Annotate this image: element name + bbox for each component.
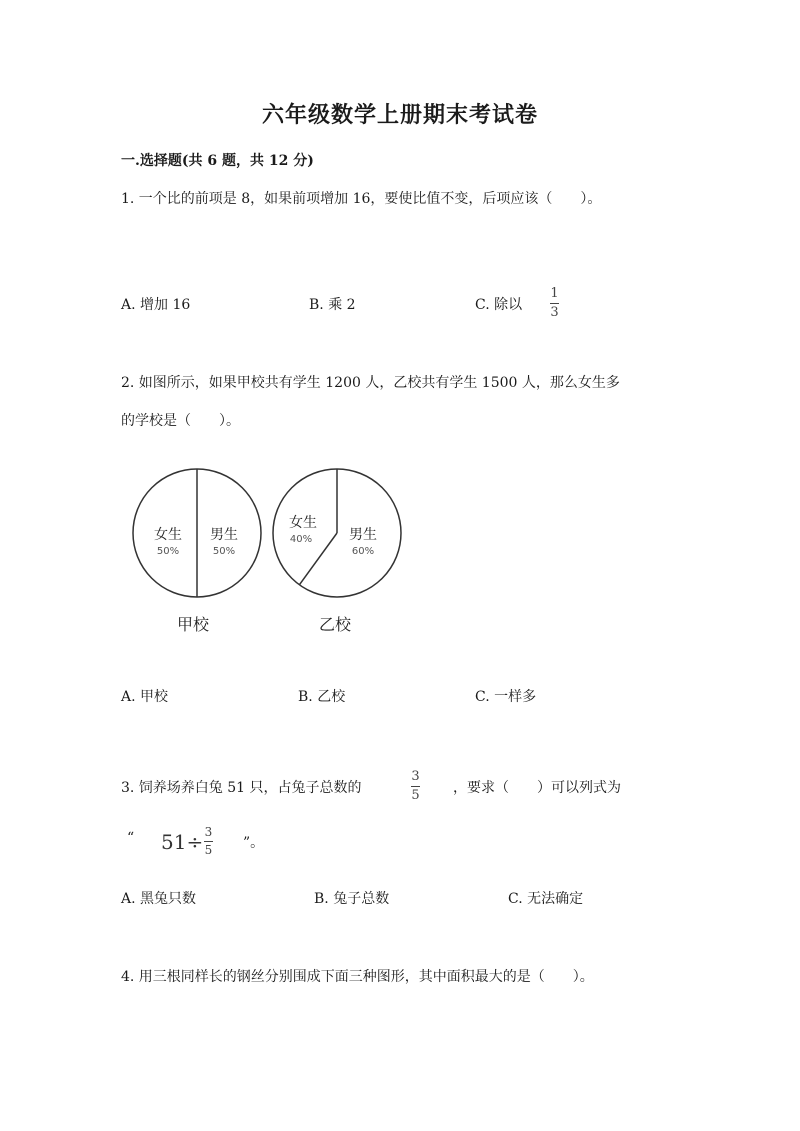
pie-jia-boys-pct: 50%	[212, 546, 236, 557]
fraction-denominator: 3	[550, 305, 559, 321]
q2-option-c[interactable]: C. 一样多	[475, 689, 537, 705]
pie-yi-boys-pct: 60%	[351, 546, 375, 557]
pie-yi-girls-label: 女生	[289, 515, 317, 531]
q1-option-c-label: C. 除以	[475, 297, 523, 313]
q3-expression-fraction	[204, 826, 213, 857]
question-2-line1: 2. 如图所示，如果甲校共有学生 1200 人，乙校共有学生 1500 人，那么女生多	[121, 375, 620, 391]
exam-title: 六年级数学上册期末考试卷	[261, 102, 538, 128]
q1-option-b[interactable]: B. 乘 2	[309, 297, 356, 313]
fraction-numerator: 3	[411, 769, 420, 784]
q2-option-a[interactable]: A. 甲校	[121, 689, 169, 705]
q3-expression: 51÷	[161, 830, 204, 854]
fraction-denominator: 5	[411, 788, 420, 804]
q3-option-c[interactable]: C. 无法确定	[508, 891, 584, 907]
pie-jia-boys-label: 男生	[210, 527, 238, 543]
pie-jia-girls-pct: 50%	[156, 546, 180, 557]
q1-option-c-fraction	[550, 287, 559, 321]
q3-fraction	[411, 770, 420, 804]
question-3-text-after: ，要求（ ）可以列式为	[453, 780, 621, 796]
q2-option-b[interactable]: B. 乙校	[298, 689, 346, 705]
pie-yi-school-label: 乙校	[318, 615, 352, 634]
q1-option-c[interactable]	[475, 294, 522, 314]
question-4-text: 4. 用三根同样长的钢丝分别围成下面三种图形，其中面积最大的是（ ）。	[121, 969, 594, 985]
q3-option-b[interactable]: B. 兔子总数	[314, 891, 390, 907]
pie-charts-figure	[125, 465, 415, 645]
question-3-text-before: 3. 饲养场养白兔 51 只，占兔子总数的	[121, 780, 362, 796]
q3-option-a[interactable]: A. 黑兔只数	[121, 891, 197, 907]
fraction-numerator: 3	[204, 825, 213, 839]
pie-jia-girls-label: 女生	[154, 527, 182, 543]
pie-yi-boys-label: 男生	[349, 527, 377, 543]
question-1-text: 1. 一个比的前项是 8，如果前项增加 16，要使比值不变，后项应该（ ）。	[121, 191, 602, 207]
question-2-line2: 的学校是（ ）。	[121, 413, 240, 429]
pie-jia-school-label: 甲校	[176, 615, 210, 634]
fraction-bar	[204, 841, 213, 842]
fraction-bar	[411, 786, 420, 787]
section-heading: 一.选择题(共 6 题，共 12 分)	[121, 153, 314, 169]
fraction-bar	[550, 303, 559, 304]
fraction-denominator: 5	[204, 843, 213, 858]
fraction-numerator: 1	[550, 286, 559, 301]
q3-close-quote: ”。	[243, 835, 265, 851]
q3-open-quote: “	[127, 830, 135, 846]
pie-yi-girls-pct: 40%	[289, 534, 313, 545]
q1-option-a[interactable]: A. 增加 16	[121, 297, 191, 313]
